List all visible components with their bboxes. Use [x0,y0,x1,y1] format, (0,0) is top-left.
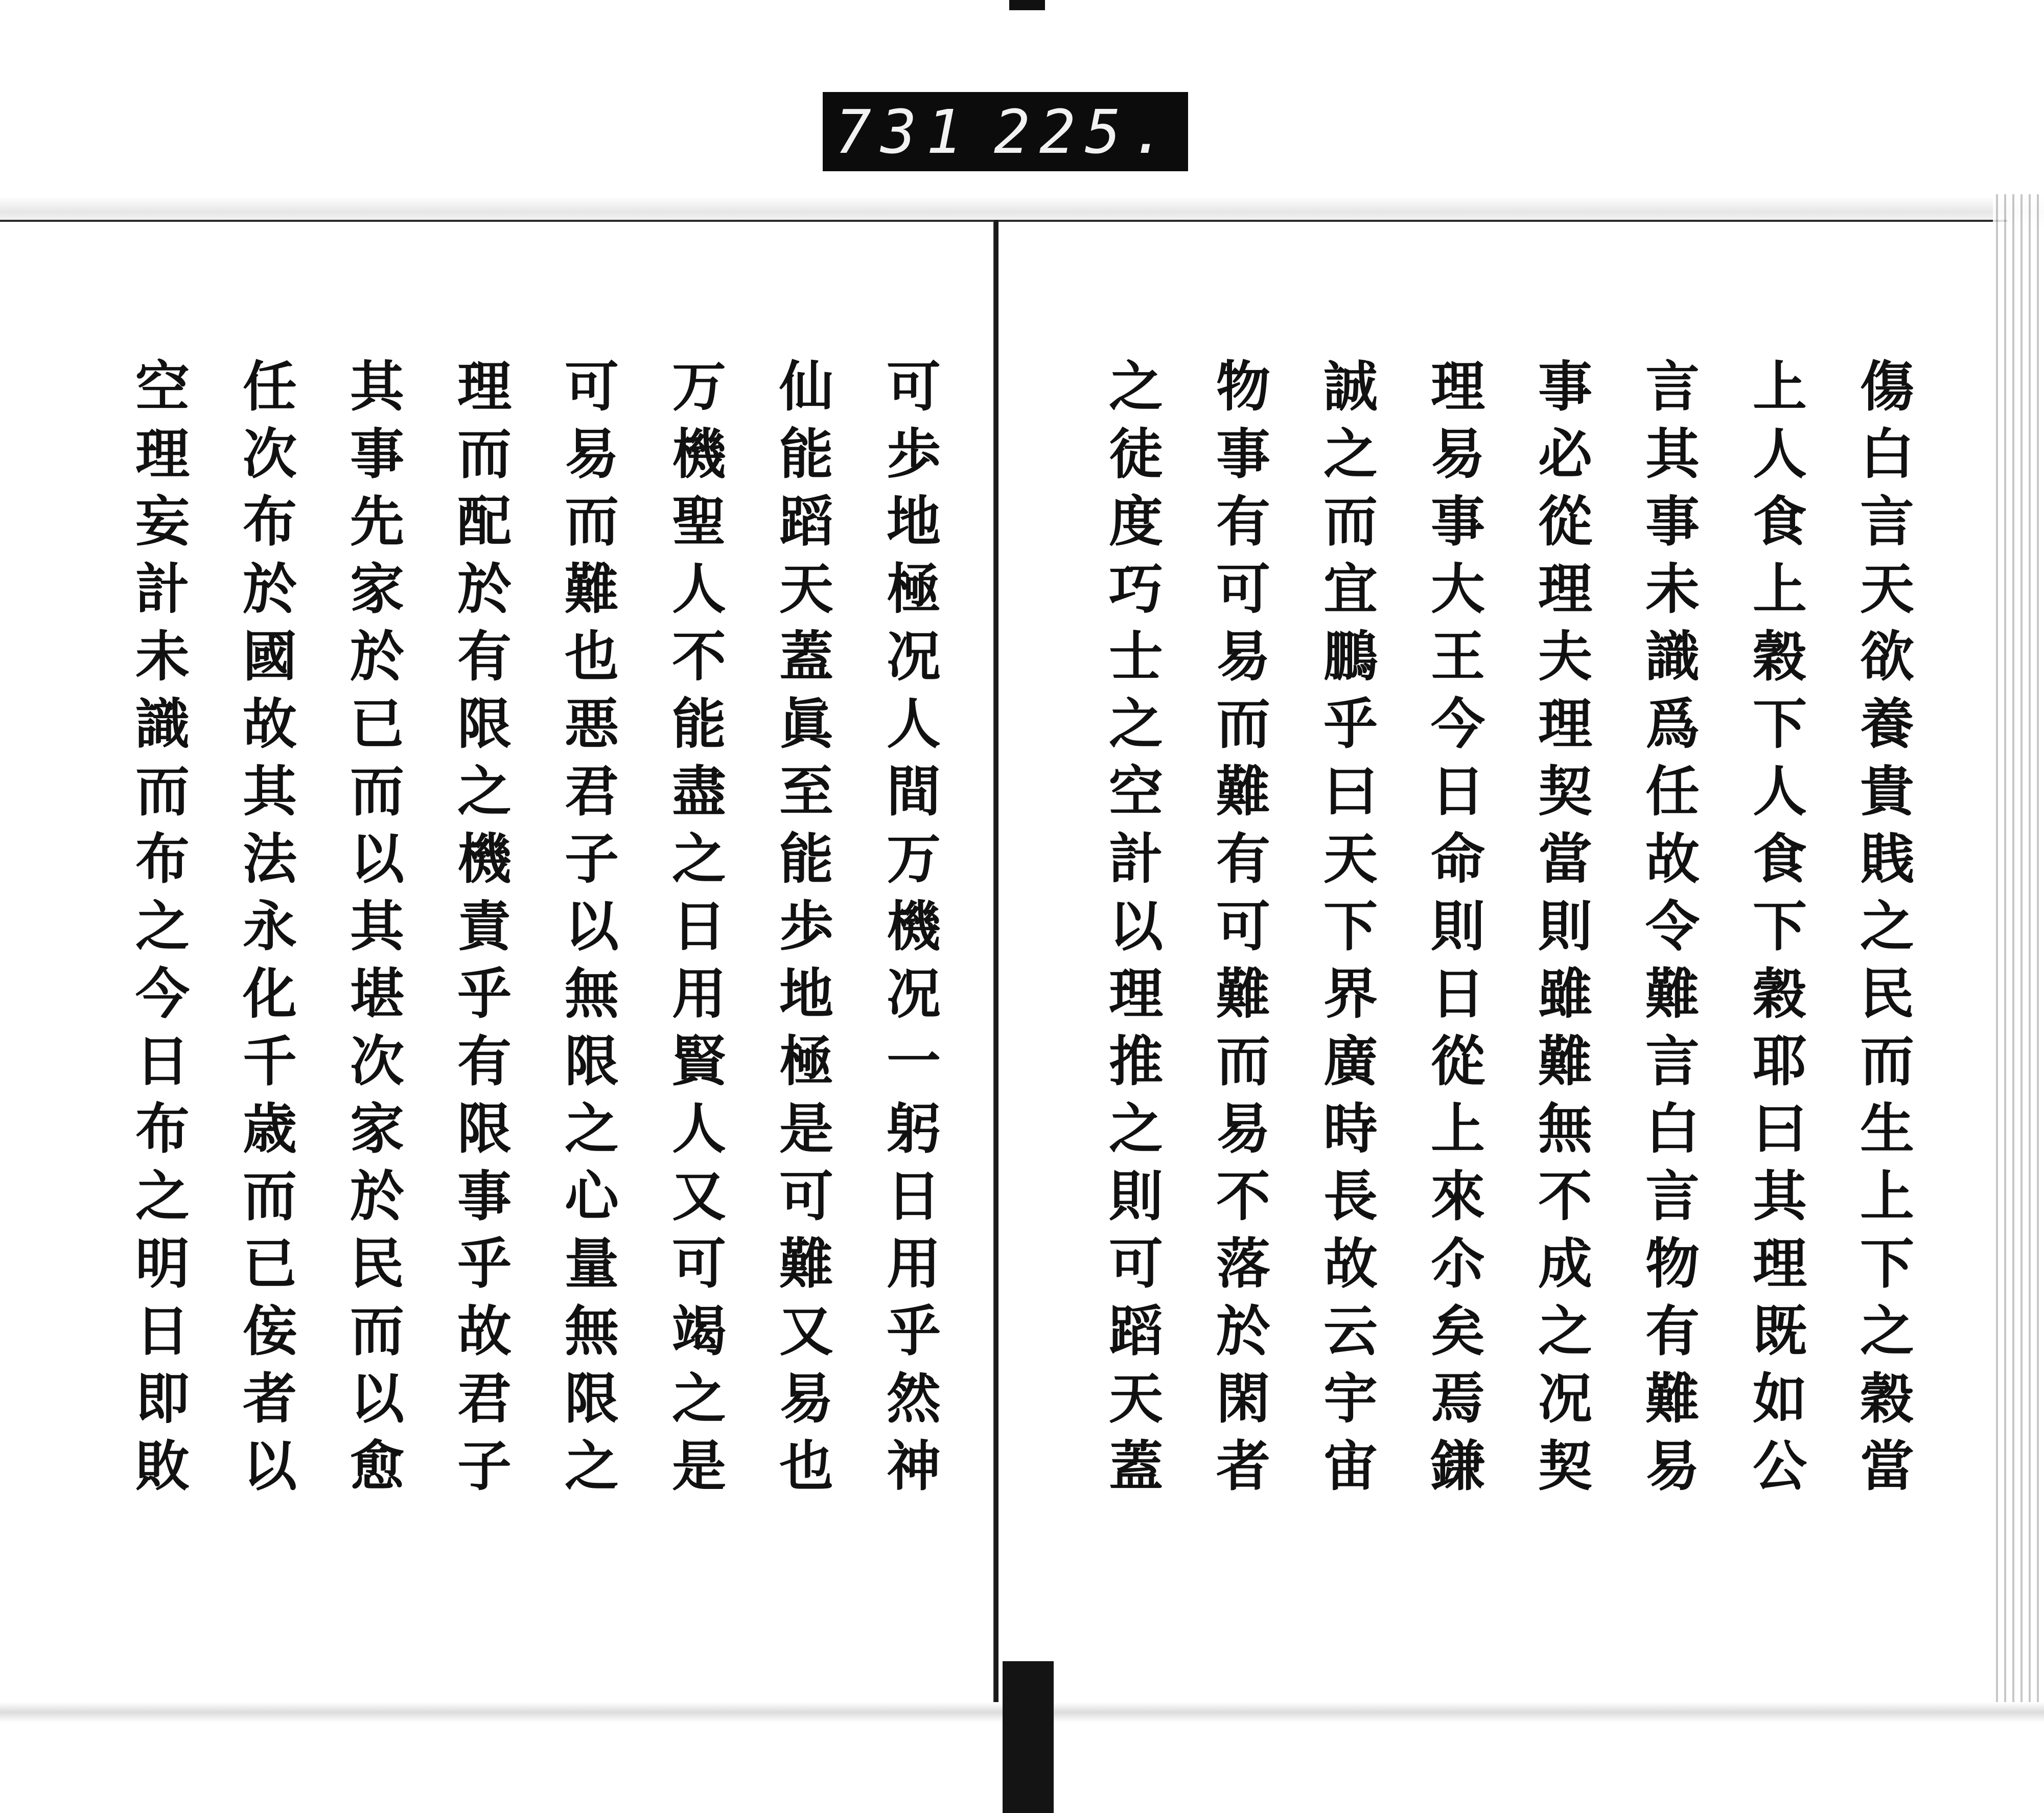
film-reel-number: 731 [835,96,972,167]
text-column-2: 上人食上穀下人食下穀耶曰其理既如公 [1744,358,1808,1505]
text-column-10: 仙能蹈天蓋眞至能歩地極是可難又易也 [771,358,834,1505]
binding-strip [1003,1661,1054,1813]
page-clip-mark [1009,0,1045,10]
text-column-1: 傷白言天欲養貴賎之民而生上下之穀當 [1851,358,1915,1505]
book-page-edges [1993,194,2044,1702]
text-column-8: 之徒度巧士之空計以理推之則可蹈天蓋 [1100,358,1164,1505]
text-column-7: 物事有可易而難有可難而易不落於閑者 [1207,358,1271,1505]
text-column-11: 万機聖人不能盡之日用賢人又可竭之是 [663,358,727,1505]
text-column-13: 理而配於有限之機責乎有限事乎故君子 [449,358,513,1505]
book-spine [994,220,998,1702]
film-frame-number: 225. [993,96,1176,167]
text-column-3: 言其事未識爲任故令難言白言物有難易 [1637,358,1701,1505]
text-column-5: 理易事大王今日命則日從上來尒矣焉鎌 [1422,358,1486,1505]
text-column-4: 事必從理夫理契當則雖難無不成之况契 [1529,358,1593,1505]
text-column-15: 任次布於國故其法永化千歳而已侫者以 [234,358,298,1505]
text-column-12: 可易而難也悪君子以無限之心量無限之 [556,358,620,1505]
text-column-6: 誠之而宜鵬乎曰天下界廣時長故云宇宙 [1315,358,1379,1505]
text-column-16: 空理妄計未識而布之今日布之明日即敗 [127,358,191,1505]
text-column-14: 其事先家於已而以其堪次家於民而以愈 [341,358,405,1505]
text-column-9: 可歩地極况人間万機况一躬日用乎然神 [878,358,942,1505]
film-frame-label [823,92,1188,171]
